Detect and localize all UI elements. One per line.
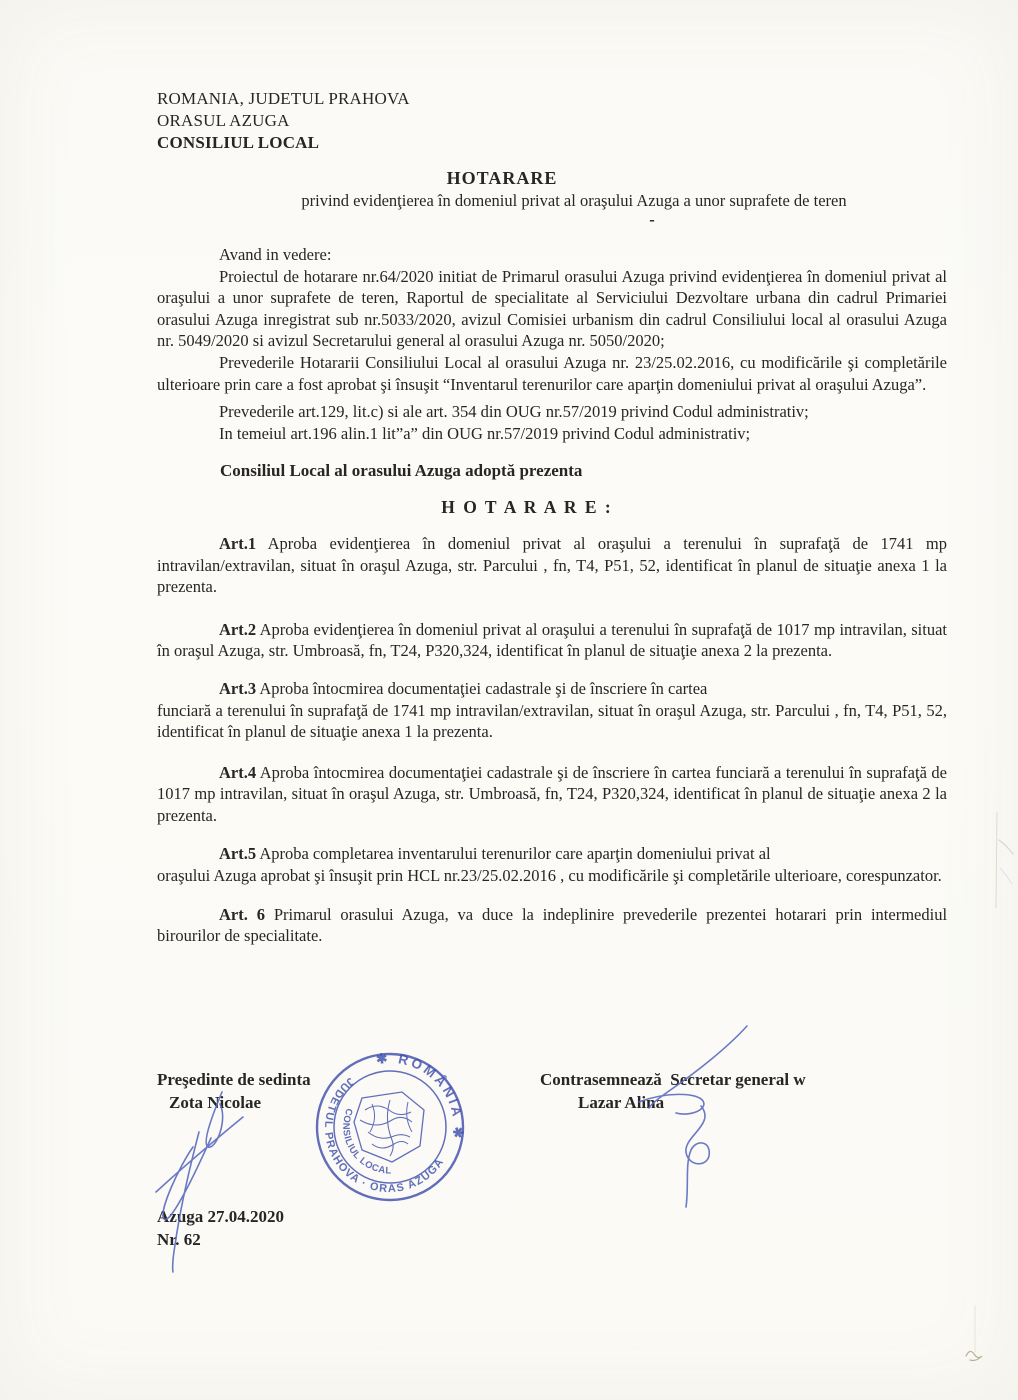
article-6-label: Art. 6 xyxy=(219,904,265,924)
scan-artifacts xyxy=(966,812,1013,1361)
article-6-text: Primarul orasului Azuga, va duce la indeplinire prevederile prezentei hotarari prin intermediul birourilor de specialitate. xyxy=(157,904,948,946)
president-name: Zota Nicolae xyxy=(169,1093,262,1112)
preamble-paragraph-2: Prevederile Hotararii Consiliului Local al orasului Azuga nr. 23/25.02.2016, cu modificările şi completările ulterioare prin care a fost aprobat şi însuşit “Inventarul terenurilor care aparţin domeniului privat al oraşului Azuga”. xyxy=(157,352,947,394)
secretary-name: Lazar Alina xyxy=(578,1093,665,1112)
article-5 xyxy=(157,843,947,886)
secretary-signature-strokes xyxy=(639,1026,747,1207)
article-4-label: Art.4 xyxy=(219,762,257,782)
article-4 xyxy=(157,762,947,827)
article-2-text: Aproba evidenţierea în domeniul privat al oraşului a terenului în suprafaţă de 1017 mp intravilan, situat în oraşul Azuga, str. Umbroasă, fn, T24, P320,324, identificat în planul de situaţie anexa 2 la prezenta. xyxy=(157,619,947,661)
decision-heading: H O T A R A R E : xyxy=(441,496,613,517)
article-5-text: oraşului Azuga aprobat şi însuşit prin HCL nr.23/25.02.2016 , cu modificările şi completările ulterioare, corespunzator. xyxy=(157,866,942,886)
secretary-role: Contrasemnează Secretar general w xyxy=(540,1070,806,1089)
article-6 xyxy=(157,904,947,947)
preamble-paragraph-4: In temeiul art.196 alin.1 lit”a” din OUG nr.57/2019 privind Codul administrativ; xyxy=(219,423,751,443)
svg-text:CONSILIUL LOCAL xyxy=(340,1107,392,1177)
article-1-text: Aproba evidenţierea în domeniul privat al oraşului a terenului în suprafaţă de 1741 mp intravilan/extravilan, situat în oraşul Azuga, str. Parcului , fn, T4, P51, 52, identificat în planul de situaţie anexa 1 la prezenta. xyxy=(157,533,947,597)
letterhead-city: ORASUL AZUGA xyxy=(157,111,290,130)
document-title: HOTARARE xyxy=(446,168,558,188)
article-3-text: funciară a terenului în suprafaţă de 1741 mp intravilan/extravilan, situat în oraşul Azuga, str. Parcului , fn, T4, P51, 52, identificat în planul de situaţie anexa 1 la prezenta. xyxy=(157,700,947,742)
article-1 xyxy=(157,533,947,598)
document-body xyxy=(157,88,947,947)
stamp-text-ring xyxy=(322,1050,466,1195)
article-3-label: Art.3 xyxy=(219,678,257,698)
article-5-lead: Aproba completarea inventarului terenurilor care aparţin domeniului privat al xyxy=(259,844,771,864)
subtitle-dash: - xyxy=(649,210,655,229)
article-1-label: Art.1 xyxy=(219,533,257,553)
preamble-intro: Avand in vedere: xyxy=(219,245,332,264)
preamble-paragraph-3: Prevederile art.129, lit.c) si ale art. 354 din OUG nr.57/2019 privind Codul administrativ; xyxy=(219,402,809,422)
article-3 xyxy=(157,678,947,743)
adoption-clause: Consiliul Local al orasului Azuga adoptă prezenta xyxy=(220,461,583,481)
svg-text:JUDETUL PRAHOVA · ORAS AZUGA xyxy=(322,1075,447,1195)
letterhead-country: ROMANIA, JUDETUL PRAHOVA xyxy=(157,89,410,108)
signature-right xyxy=(540,1068,806,1114)
signature-left xyxy=(157,1068,311,1114)
document-footer xyxy=(157,1206,284,1251)
stamp-ring-right-text: ✱ ROMÂNIA ✱ xyxy=(375,1050,466,1142)
letterhead-council: CONSILIUL LOCAL xyxy=(157,133,320,152)
letterhead xyxy=(157,88,947,154)
official-stamp-icon xyxy=(317,1054,463,1200)
stamp-ring-left-text: JUDETUL PRAHOVA · ORAS AZUGA xyxy=(321,1074,447,1196)
date-line: Azuga 27.04.2020 xyxy=(157,1207,285,1226)
president-role: Preşedinte de sedinta xyxy=(157,1070,311,1089)
number-line: Nr. 62 xyxy=(157,1229,201,1249)
document-subtitle: privind evidenţierea în domeniul privat al oraşului Azuga a unor suprafete de teren xyxy=(301,191,847,210)
article-3-lead: Aproba întocmirea documentaţiei cadastrale şi de înscriere în cartea xyxy=(259,678,708,698)
article-2 xyxy=(157,619,947,662)
article-5-label: Art.5 xyxy=(219,844,257,864)
preamble-paragraph-1: Proiectul de hotarare nr.64/2020 initiat de Primarul orasului Azuga privind evidenţierea în domeniul privat al oraşului a unor suprafete de teren, Raportul de specialitate al Serviciului Dezvoltare urbana din cadrul Primariei orasului Azuga inregistrat sub nr.5033/2020, avizul Comisiei urbanism din cadrul Consiliului local al orasului Azuga nr. 5049/2020 si avizul Secretarului general al orasului Azuga nr. 5050/2020; xyxy=(157,266,947,351)
stamp-inner-text: CONSILIUL LOCAL xyxy=(340,1106,392,1177)
article-2-label: Art.2 xyxy=(219,619,257,639)
article-4-text: Aproba întocmirea documentaţiei cadastrale şi de înscriere în cartea funciară a terenului în suprafaţă de 1017 mp intravilan, situat în oraşul Azuga, str. Umbroasă, fn, T24, P320,324, identificat în planul de situaţie anexa 2 la prezenta. xyxy=(157,762,947,825)
svg-text:✱ ROMÂNIA ✱ xyxy=(375,1050,466,1141)
